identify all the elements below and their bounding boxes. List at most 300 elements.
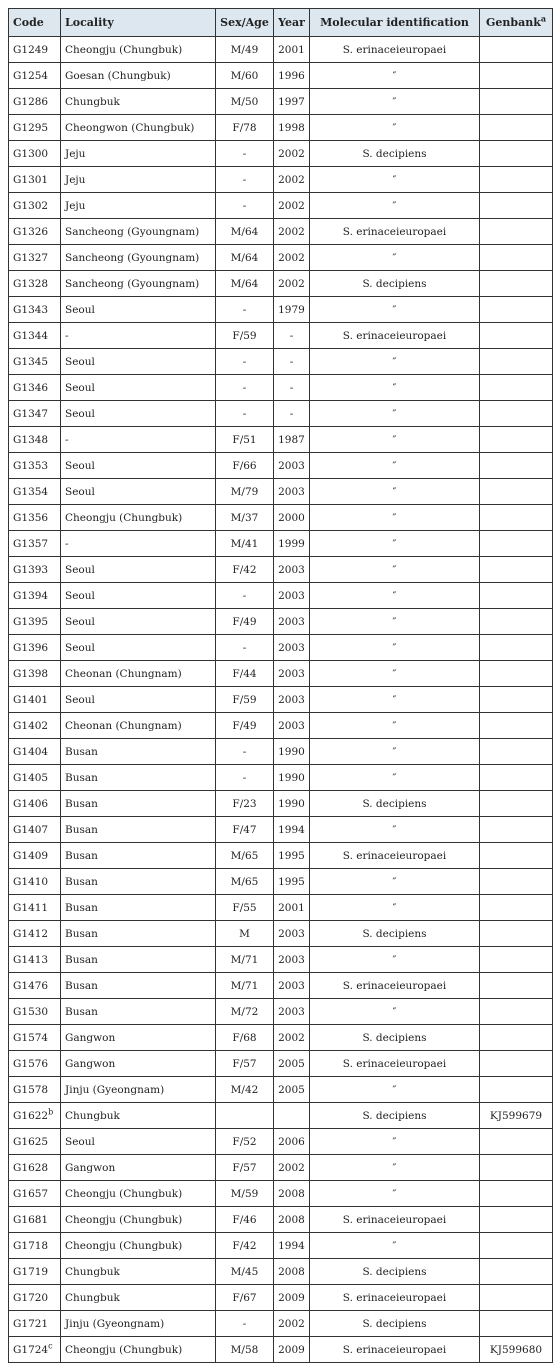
cell-molecular-identification: ″ — [310, 245, 480, 271]
table-row — [9, 401, 553, 427]
cell-code — [9, 1285, 61, 1311]
cell-molecular-identification: ″ — [310, 609, 480, 635]
cell-code — [9, 427, 61, 453]
code-text: G1353 — [13, 459, 49, 472]
table-row — [9, 453, 553, 479]
cell-locality: Seoul — [61, 609, 216, 635]
table-row — [9, 869, 553, 895]
code-text: G1346 — [13, 381, 49, 394]
cell-year — [274, 1103, 310, 1129]
cell-sex-age: M/72 — [216, 999, 274, 1025]
cell-code — [9, 687, 61, 713]
cell-molecular-identification: ″ — [310, 427, 480, 453]
cell-sex-age: F/42 — [216, 557, 274, 583]
cell-genbank — [480, 375, 553, 401]
code-text: G1348 — [13, 433, 49, 446]
cell-sex-age: F/68 — [216, 1025, 274, 1051]
cell-code — [9, 1025, 61, 1051]
cell-code — [9, 609, 61, 635]
cell-sex-age: M/71 — [216, 973, 274, 999]
table-row — [9, 1285, 553, 1311]
cell-locality: Sancheong (Gyoungnam) — [61, 271, 216, 297]
cell-code — [9, 1155, 61, 1181]
table-header — [9, 9, 553, 37]
cell-code — [9, 635, 61, 661]
cell-year: 2002 — [274, 245, 310, 271]
code-text: G1354 — [13, 485, 49, 498]
table-row — [9, 739, 553, 765]
cell-genbank — [480, 739, 553, 765]
cell-locality: Seoul — [61, 479, 216, 505]
cell-year: 2002 — [274, 141, 310, 167]
cell-molecular-identification: ″ — [310, 635, 480, 661]
cell-genbank — [480, 401, 553, 427]
cell-molecular-identification: ″ — [310, 531, 480, 557]
cell-sex-age: - — [216, 375, 274, 401]
cell-code — [9, 505, 61, 531]
cell-code — [9, 1103, 61, 1129]
code-text: G1628 — [13, 1161, 49, 1174]
code-text: G1476 — [13, 979, 49, 992]
cell-sex-age: F/67 — [216, 1285, 274, 1311]
cell-year: 2003 — [274, 609, 310, 635]
table-row — [9, 1129, 553, 1155]
cell-locality: Cheongju (Chungbuk) — [61, 1181, 216, 1207]
table-row — [9, 1259, 553, 1285]
table-row — [9, 1051, 553, 1077]
code-text: G1396 — [13, 641, 49, 654]
cell-sex-age: F/78 — [216, 115, 274, 141]
cell-sex-age: F/23 — [216, 791, 274, 817]
cell-sex-age: - — [216, 1311, 274, 1337]
table-row — [9, 661, 553, 687]
cell-year: 2009 — [274, 1337, 310, 1363]
cell-molecular-identification: S. erinaceieuropaei — [310, 219, 480, 245]
table-body — [9, 37, 553, 1363]
cell-year: 2005 — [274, 1077, 310, 1103]
cell-molecular-identification: ″ — [310, 765, 480, 791]
table-row — [9, 609, 553, 635]
cell-year: 2003 — [274, 687, 310, 713]
code-text: G1254 — [13, 69, 49, 82]
cell-code — [9, 739, 61, 765]
code-text: G1405 — [13, 771, 49, 784]
table-row — [9, 323, 553, 349]
cell-year: 1979 — [274, 297, 310, 323]
cell-locality: Gangwon — [61, 1155, 216, 1181]
cell-year: 2002 — [274, 167, 310, 193]
cell-year: 2008 — [274, 1207, 310, 1233]
cell-code — [9, 557, 61, 583]
cell-genbank — [480, 37, 553, 63]
cell-molecular-identification: S. erinaceieuropaei — [310, 1051, 480, 1077]
cell-code — [9, 193, 61, 219]
cell-molecular-identification: ″ — [310, 661, 480, 687]
code-text: G1393 — [13, 563, 49, 576]
cell-genbank — [480, 1077, 553, 1103]
cell-molecular-identification: ″ — [310, 401, 480, 427]
cell-year: - — [274, 349, 310, 375]
cell-genbank — [480, 895, 553, 921]
cell-genbank — [480, 271, 553, 297]
cell-locality: Seoul — [61, 635, 216, 661]
code-text: G1530 — [13, 1005, 49, 1018]
code-text: G1409 — [13, 849, 49, 862]
cell-code — [9, 1259, 61, 1285]
cell-code — [9, 271, 61, 297]
cell-code — [9, 999, 61, 1025]
cell-genbank — [480, 1025, 553, 1051]
cell-locality: Busan — [61, 791, 216, 817]
code-text: G1347 — [13, 407, 49, 420]
cell-sex-age: M/45 — [216, 1259, 274, 1285]
cell-locality: Busan — [61, 869, 216, 895]
cell-year: 1990 — [274, 739, 310, 765]
cell-genbank — [480, 505, 553, 531]
cell-molecular-identification: ″ — [310, 895, 480, 921]
cell-sex-age: F/51 — [216, 427, 274, 453]
cell-year: 2002 — [274, 219, 310, 245]
cell-year: 1997 — [274, 89, 310, 115]
cell-locality: Cheongju (Chungbuk) — [61, 1337, 216, 1363]
cell-molecular-identification: S. decipiens — [310, 1025, 480, 1051]
cell-locality: Jinju (Gyeongnam) — [61, 1077, 216, 1103]
table-row — [9, 635, 553, 661]
cell-year: 2003 — [274, 661, 310, 687]
cell-sex-age: M/65 — [216, 869, 274, 895]
cell-genbank — [480, 115, 553, 141]
cell-locality: Chungbuk — [61, 1259, 216, 1285]
cell-molecular-identification: ″ — [310, 947, 480, 973]
cell-molecular-identification: ″ — [310, 1155, 480, 1181]
table-row — [9, 817, 553, 843]
cell-molecular-identification: S. decipiens — [310, 141, 480, 167]
cell-year: 2005 — [274, 1051, 310, 1077]
table-row — [9, 1155, 553, 1181]
header-locality: Locality — [61, 9, 216, 37]
code-text: G1295 — [13, 121, 49, 134]
cell-sex-age: - — [216, 583, 274, 609]
code-text: G1413 — [13, 953, 49, 966]
cell-locality: Busan — [61, 895, 216, 921]
cell-locality: Jinju (Gyeongnam) — [61, 1311, 216, 1337]
cell-code — [9, 479, 61, 505]
cell-sex-age: M/64 — [216, 219, 274, 245]
cell-year: 2003 — [274, 583, 310, 609]
cell-code — [9, 947, 61, 973]
code-text: G1622 — [13, 1109, 49, 1122]
table-row — [9, 479, 553, 505]
table-row — [9, 427, 553, 453]
cell-year: 2002 — [274, 271, 310, 297]
code-text: G1345 — [13, 355, 49, 368]
cell-molecular-identification: ″ — [310, 557, 480, 583]
cell-genbank — [480, 947, 553, 973]
header-genbank-footnote: a — [540, 13, 546, 24]
cell-genbank — [480, 661, 553, 687]
table-row — [9, 557, 553, 583]
cell-code — [9, 89, 61, 115]
cell-molecular-identification: S. decipiens — [310, 1259, 480, 1285]
cell-sex-age: M/58 — [216, 1337, 274, 1363]
table-row — [9, 1337, 553, 1363]
cell-sex-age: F/47 — [216, 817, 274, 843]
cell-locality: Seoul — [61, 349, 216, 375]
table-row — [9, 37, 553, 63]
cell-code — [9, 323, 61, 349]
cell-year: 1995 — [274, 843, 310, 869]
header-sex-age: Sex/Age — [216, 9, 274, 37]
cell-molecular-identification: ″ — [310, 193, 480, 219]
cell-code — [9, 453, 61, 479]
cell-locality: Seoul — [61, 401, 216, 427]
cell-sex-age: - — [216, 141, 274, 167]
cell-sex-age: - — [216, 765, 274, 791]
cell-code — [9, 583, 61, 609]
table-row — [9, 765, 553, 791]
cell-molecular-identification: ″ — [310, 349, 480, 375]
cell-genbank — [480, 609, 553, 635]
table-row — [9, 1025, 553, 1051]
cell-sex-age: M/49 — [216, 37, 274, 63]
cell-sex-age: M/41 — [216, 531, 274, 557]
cell-locality: Seoul — [61, 375, 216, 401]
cell-molecular-identification: ″ — [310, 713, 480, 739]
cell-year: 1987 — [274, 427, 310, 453]
cell-genbank — [480, 1207, 553, 1233]
cell-molecular-identification: ″ — [310, 479, 480, 505]
cell-sex-age: M/71 — [216, 947, 274, 973]
cell-code — [9, 167, 61, 193]
cell-year: 2003 — [274, 635, 310, 661]
cell-genbank — [480, 999, 553, 1025]
cell-year: 1990 — [274, 791, 310, 817]
table-row — [9, 713, 553, 739]
table-row — [9, 141, 553, 167]
specimen-table — [8, 8, 553, 1363]
cell-genbank — [480, 297, 553, 323]
table-row — [9, 921, 553, 947]
cell-code — [9, 375, 61, 401]
cell-genbank — [480, 141, 553, 167]
cell-locality: Cheongju (Chungbuk) — [61, 1233, 216, 1259]
table-row — [9, 219, 553, 245]
table-row — [9, 1103, 553, 1129]
cell-year: 2002 — [274, 1155, 310, 1181]
table-row — [9, 1233, 553, 1259]
cell-sex-age: M/64 — [216, 271, 274, 297]
cell-locality: Seoul — [61, 453, 216, 479]
cell-genbank — [480, 427, 553, 453]
cell-code — [9, 661, 61, 687]
cell-year: 2001 — [274, 895, 310, 921]
table-row — [9, 271, 553, 297]
cell-molecular-identification: ″ — [310, 297, 480, 323]
table-row — [9, 193, 553, 219]
cell-genbank — [480, 245, 553, 271]
cell-sex-age: F/42 — [216, 1233, 274, 1259]
cell-code — [9, 141, 61, 167]
code-text: G1410 — [13, 875, 49, 888]
code-text: G1300 — [13, 147, 49, 160]
cell-code — [9, 531, 61, 557]
cell-locality: Seoul — [61, 583, 216, 609]
table-row — [9, 297, 553, 323]
cell-sex-age: - — [216, 739, 274, 765]
cell-locality: Gangwon — [61, 1051, 216, 1077]
code-text: G1402 — [13, 719, 49, 732]
table-row — [9, 349, 553, 375]
code-text: G1721 — [13, 1317, 49, 1330]
cell-genbank — [480, 193, 553, 219]
cell-year: 1999 — [274, 531, 310, 557]
cell-locality: Chungbuk — [61, 89, 216, 115]
cell-code — [9, 1077, 61, 1103]
cell-molecular-identification: ″ — [310, 869, 480, 895]
code-text: G1249 — [13, 43, 49, 56]
cell-molecular-identification: S. erinaceieuropaei — [310, 973, 480, 999]
cell-sex-age: M/64 — [216, 245, 274, 271]
cell-sex-age: F/44 — [216, 661, 274, 687]
cell-locality: Sancheong (Gyoungnam) — [61, 245, 216, 271]
header-molecular-identification: Molecular identification — [310, 9, 480, 37]
cell-code — [9, 63, 61, 89]
code-footnote: c — [48, 1341, 53, 1350]
cell-genbank: KJ599680 — [480, 1337, 553, 1363]
cell-year: 2002 — [274, 1025, 310, 1051]
cell-sex-age: - — [216, 349, 274, 375]
cell-locality: Cheonan (Chungnam) — [61, 661, 216, 687]
cell-code — [9, 791, 61, 817]
code-text: G1398 — [13, 667, 49, 680]
cell-genbank — [480, 219, 553, 245]
cell-code — [9, 765, 61, 791]
cell-genbank — [480, 713, 553, 739]
cell-locality: Cheongju (Chungbuk) — [61, 505, 216, 531]
cell-molecular-identification: ″ — [310, 999, 480, 1025]
cell-code — [9, 713, 61, 739]
cell-year: - — [274, 401, 310, 427]
cell-year: 2003 — [274, 973, 310, 999]
code-text: G1401 — [13, 693, 49, 706]
table-row — [9, 687, 553, 713]
cell-molecular-identification: ″ — [310, 115, 480, 141]
cell-molecular-identification: ″ — [310, 89, 480, 115]
code-text: G1395 — [13, 615, 49, 628]
cell-year: 2002 — [274, 193, 310, 219]
cell-genbank — [480, 89, 553, 115]
cell-year: 2003 — [274, 921, 310, 947]
table-row — [9, 1311, 553, 1337]
code-text: G1406 — [13, 797, 49, 810]
code-text: G1357 — [13, 537, 49, 550]
cell-genbank — [480, 1285, 553, 1311]
code-text: G1302 — [13, 199, 49, 212]
cell-molecular-identification: ″ — [310, 1129, 480, 1155]
cell-molecular-identification: ″ — [310, 687, 480, 713]
cell-locality: Busan — [61, 843, 216, 869]
cell-molecular-identification: ″ — [310, 167, 480, 193]
cell-genbank — [480, 687, 553, 713]
cell-molecular-identification: ″ — [310, 1181, 480, 1207]
table-row — [9, 1077, 553, 1103]
cell-code — [9, 401, 61, 427]
cell-sex-age — [216, 1103, 274, 1129]
cell-genbank — [480, 869, 553, 895]
cell-molecular-identification: ″ — [310, 375, 480, 401]
cell-sex-age: - — [216, 167, 274, 193]
cell-sex-age: F/59 — [216, 323, 274, 349]
cell-molecular-identification: S. decipiens — [310, 1311, 480, 1337]
code-text: G1394 — [13, 589, 49, 602]
code-text: G1343 — [13, 303, 49, 316]
cell-genbank — [480, 453, 553, 479]
cell-molecular-identification: ″ — [310, 1233, 480, 1259]
header-year: Year — [274, 9, 310, 37]
cell-year: 2000 — [274, 505, 310, 531]
table-row — [9, 505, 553, 531]
cell-locality: Busan — [61, 973, 216, 999]
cell-molecular-identification: ″ — [310, 63, 480, 89]
cell-locality: Jeju — [61, 193, 216, 219]
code-text: G1327 — [13, 251, 49, 264]
cell-molecular-identification: S. erinaceieuropaei — [310, 843, 480, 869]
header-genbank-label: Genbank — [485, 16, 541, 29]
cell-genbank — [480, 1129, 553, 1155]
code-text: G1411 — [13, 901, 49, 914]
cell-sex-age: F/49 — [216, 713, 274, 739]
cell-genbank — [480, 349, 553, 375]
cell-genbank — [480, 323, 553, 349]
cell-sex-age: M — [216, 921, 274, 947]
code-text: G1328 — [13, 277, 49, 290]
code-text: G1286 — [13, 95, 49, 108]
cell-year: 2003 — [274, 947, 310, 973]
table-row — [9, 115, 553, 141]
cell-code — [9, 869, 61, 895]
cell-code — [9, 817, 61, 843]
code-text: G1720 — [13, 1291, 49, 1304]
cell-year: 2003 — [274, 479, 310, 505]
cell-genbank — [480, 557, 553, 583]
cell-code — [9, 895, 61, 921]
cell-locality: Gangwon — [61, 1025, 216, 1051]
cell-genbank — [480, 583, 553, 609]
cell-locality: Busan — [61, 765, 216, 791]
cell-genbank — [480, 791, 553, 817]
header-row — [9, 9, 553, 37]
cell-molecular-identification: S. erinaceieuropaei — [310, 323, 480, 349]
cell-locality: Seoul — [61, 687, 216, 713]
cell-locality: Seoul — [61, 297, 216, 323]
table-row — [9, 895, 553, 921]
cell-molecular-identification: S. erinaceieuropaei — [310, 1285, 480, 1311]
cell-genbank — [480, 921, 553, 947]
header-genbank — [480, 9, 553, 37]
cell-locality: Goesan (Chungbuk) — [61, 63, 216, 89]
cell-genbank — [480, 1233, 553, 1259]
table-row — [9, 999, 553, 1025]
code-text: G1404 — [13, 745, 49, 758]
cell-sex-age: F/57 — [216, 1155, 274, 1181]
cell-year: 1995 — [274, 869, 310, 895]
table-row — [9, 583, 553, 609]
cell-code — [9, 245, 61, 271]
cell-genbank — [480, 531, 553, 557]
code-text: G1576 — [13, 1057, 49, 1070]
cell-genbank — [480, 479, 553, 505]
cell-genbank: KJ599679 — [480, 1103, 553, 1129]
